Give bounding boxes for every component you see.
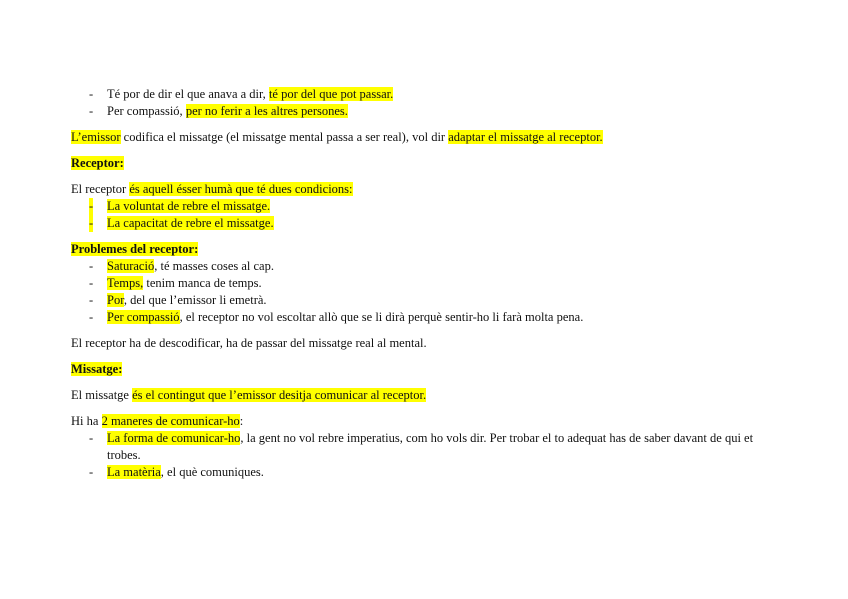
bullet-dash: - bbox=[89, 431, 94, 445]
highlighted-text: La capacitat de rebre el missatge. bbox=[107, 216, 274, 230]
highlighted-text: Per compassió bbox=[107, 310, 180, 324]
list-item-text: , el què comuniques. bbox=[160, 465, 264, 479]
heading-text: Missatge: bbox=[71, 362, 123, 376]
list-item bbox=[71, 198, 758, 215]
bullet-dash: - bbox=[89, 276, 94, 290]
list-item bbox=[71, 215, 758, 232]
list-item bbox=[71, 103, 758, 120]
list-item-text: tenim manca de temps. bbox=[143, 276, 262, 290]
list-item-text: Per compassió, bbox=[107, 104, 186, 118]
highlighted-text: Por bbox=[107, 293, 124, 307]
bullet-dash: - bbox=[89, 310, 94, 324]
highlighted-text: és el contingut que l’emissor desitja comunicar al receptor. bbox=[132, 388, 427, 402]
list-item-text: , té masses coses al cap. bbox=[154, 259, 274, 273]
paragraph-text: : bbox=[239, 414, 244, 428]
list-item-text: , el receptor no vol escoltar allò que se li dirà perquè sentir-ho li farà molta pena. bbox=[179, 310, 584, 324]
heading-text: Receptor: bbox=[71, 156, 124, 170]
highlighted-text: adaptar el missatge al receptor. bbox=[448, 130, 603, 144]
maneres-list bbox=[71, 430, 758, 481]
list-item bbox=[71, 258, 758, 275]
highlighted-text: La voluntat de rebre el missatge. bbox=[107, 199, 271, 213]
list-item-text: , del que l’emissor li emetrà. bbox=[123, 293, 267, 307]
bullet-dash: - bbox=[89, 259, 94, 273]
maneres-paragraph bbox=[71, 413, 758, 430]
highlighted-text: és aquell ésser humà que té dues condicions: bbox=[129, 182, 353, 196]
list-item bbox=[71, 464, 758, 481]
receptor-heading bbox=[71, 155, 758, 172]
list-item bbox=[71, 275, 758, 292]
highlighted-text: L’emissor bbox=[71, 130, 121, 144]
list-item-text: Té por de dir el que anava a dir, bbox=[107, 87, 269, 101]
list-item bbox=[71, 86, 758, 103]
list-item-text: , la gent no vol rebre imperatius, com ho vols dir. Per trobar el to adequat has de saber davant de qui et trobes. bbox=[107, 431, 754, 462]
highlighted-text: Temps, bbox=[107, 276, 144, 290]
problemes-heading bbox=[71, 241, 758, 258]
heading-text: Problemes del receptor: bbox=[71, 242, 199, 256]
top-bullet-list bbox=[71, 86, 758, 120]
receptor-paragraph bbox=[71, 181, 758, 198]
receptor-conditions-list bbox=[71, 198, 758, 232]
list-item bbox=[71, 292, 758, 309]
highlighted-text: té por del que pot passar. bbox=[268, 87, 394, 101]
highlighted-text: Saturació bbox=[107, 259, 155, 273]
missatge-paragraph bbox=[71, 387, 758, 404]
paragraph-text: El receptor bbox=[71, 182, 130, 196]
highlighted-text: La forma de comunicar-ho bbox=[107, 431, 241, 445]
paragraph-text: Hi ha bbox=[71, 414, 102, 428]
bullet-dash: - bbox=[89, 465, 94, 479]
bullet-dash: - bbox=[89, 87, 94, 101]
list-item bbox=[71, 309, 758, 326]
list-item bbox=[71, 430, 758, 464]
bullet-dash: - bbox=[89, 104, 94, 118]
bullet-dash: - bbox=[89, 199, 94, 213]
missatge-heading bbox=[71, 361, 758, 378]
bullet-dash: - bbox=[89, 293, 94, 307]
paragraph-text: El missatge bbox=[71, 388, 133, 402]
paragraph-text: codifica el missatge (el missatge mental passa a ser real), vol dir bbox=[120, 130, 449, 144]
bullet-dash: - bbox=[89, 216, 94, 230]
emissor-paragraph bbox=[71, 129, 758, 146]
highlighted-text: 2 maneres de comunicar-ho bbox=[101, 414, 240, 428]
highlighted-text: per no ferir a les altres persones. bbox=[185, 104, 348, 118]
descodificar-paragraph: El receptor ha de descodificar, ha de passar del missatge real al mental. bbox=[71, 336, 427, 350]
highlighted-text: La matèria bbox=[107, 465, 161, 479]
problemes-list bbox=[71, 258, 758, 326]
